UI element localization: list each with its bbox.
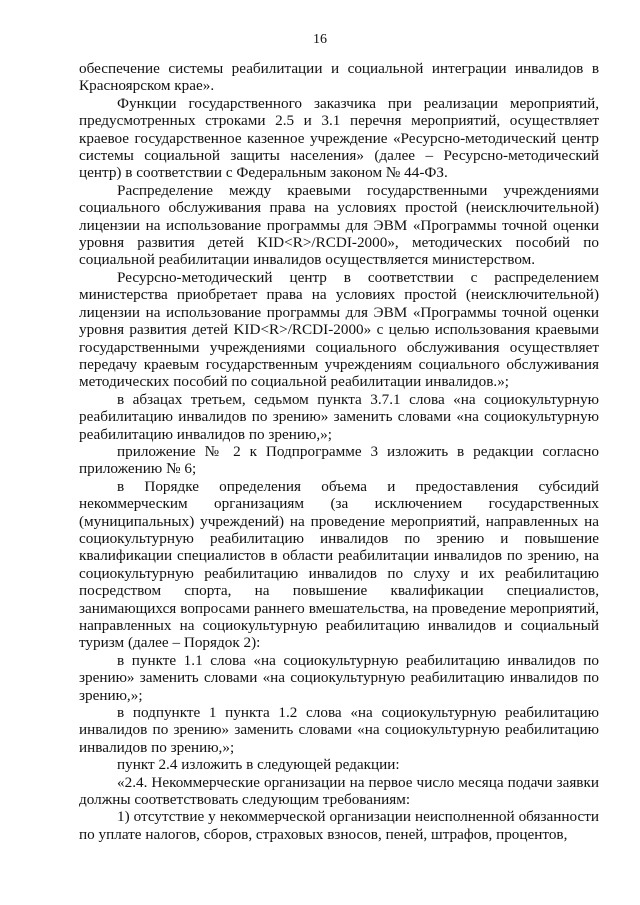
paragraph-resource-center: Ресурсно-методический центр в соответствии с распределением министерства приобретает права на условиях простой (неисключительной) лицензии на использование программы для ЭВМ «Программы точной оценки уровня развития детей KID<R>/RCDI-2000» с целью использования краевыми государственными учреждениями социального обслуживания осуществляет передачу краевым государственным учреждениям социального обслуживания методических пособий по социальной реабилитации инвалидов.»; bbox=[79, 268, 599, 391]
document-body bbox=[79, 60, 599, 843]
paragraph-amendment-3-7-1: в абзацах третьем, седьмом пункта 3.7.1 слова «на социокультурную реабилитацию инвалидов по зрению» заменить словами «на социокультурную реабилитацию инвалидов по зрению,»; bbox=[79, 390, 599, 443]
paragraph-appendix-2: приложение № 2 к Подпрограмме 3 изложить в редакции согласно приложению № 6; bbox=[79, 442, 599, 478]
page-number: 16 bbox=[313, 32, 327, 47]
paragraph-point-2-4-text: «2.4. Некоммерческие организации на первое число месяца подачи заявки должны соответствовать следующим требованиям: bbox=[79, 773, 599, 809]
paragraph-license-distribution: Распределение между краевыми государственными учреждениями социального обслуживания права на условиях простой (неисключительной) лицензии на использование программы для ЭВМ «Программы точной оценки уровня развития детей KID<R>/RCDI-2000», методических пособий по социальной реабилитации инвалидов осуществляется министерством. bbox=[79, 181, 599, 269]
paragraph-point-2-4-intro: пункт 2.4 изложить в следующей редакции: bbox=[117, 756, 400, 774]
paragraph-subpoint-1-2: в подпункте 1 пункта 1.2 слова «на социокультурную реабилитацию инвалидов по зрению» заменить словами «на социокультурную реабилитацию инвалидов по зрению,»; bbox=[79, 704, 599, 756]
paragraph-requirement-1: 1) отсутствие у некоммерческой организации неисполненной обязанности по уплате налогов, сборов, страховых взносов, пеней, штрафов, процентов, bbox=[79, 808, 599, 843]
paragraph-customer-functions: Функции государственного заказчика при реализации мероприятий, предусмотренных строками 2.5 и 3.1 перечня мероприятий, осуществляет краевое государственное казенное учреждение «Ресурсно-методический центр системы социальной защиты населения» (далее – Ресурсно-методический центр) в соответствии с Федеральным законом № 44-ФЗ. bbox=[79, 94, 599, 182]
paragraph-continuation: обеспечение системы реабилитации и социальной интеграции инвалидов в Красноярском крае». bbox=[79, 60, 599, 95]
paragraph-procedure-2: в Порядке определения объема и предоставления субсидий некоммерческим организациям (за исключением государственных (муниципальных) учреждений) на проведение мероприятий, направленных на социокультурную реабилитацию инвалидов по зрению и повышение квалификации специалистов в области реабилитации инвалидов по зрению, на социокультурную реабилитацию инвалидов по слуху и их реабилитацию посредством спорта, на повышение квалификации специалистов, занимающихся вопросами раннего вмешательства, на проведение мероприятий, направленных на социокультурную реабилитацию инвалидов и социальный туризм (далее – Порядок 2): bbox=[79, 477, 599, 652]
paragraph-point-1-1: в пункте 1.1 слова «на социокультурную реабилитацию инвалидов по зрению» заменить словами «на социокультурную реабилитацию инвалидов по зрению,»; bbox=[79, 651, 599, 704]
